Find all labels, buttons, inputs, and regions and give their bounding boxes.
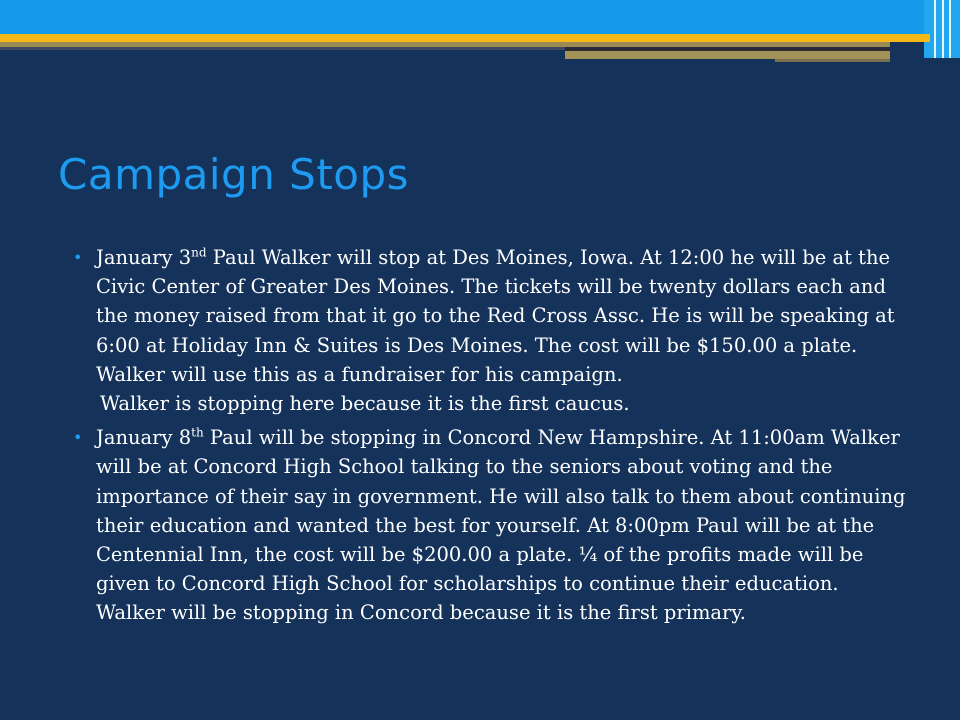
bullet-marker: •: [73, 428, 83, 448]
header-blue-band: [0, 0, 960, 34]
bullet-continuation: Walker is stopping here because it is the first caucus.: [100, 392, 630, 416]
bullet-marker: •: [73, 248, 83, 267]
bullet-date-suffix: th: [191, 425, 204, 440]
bullet-text: Paul Walker will stop at Des Moines, Iowa. At 12:00 he will be at the Civic Center of Greater Des Moines. The tickets will be twenty dollars each and the money raised from that it go to the Red Cross Assc. He is will be speaking at 6:00 at Holiday Inn & Suites is Des Moines. The cost will be $150.00 a plate. Walker will use this as a fundraiser for his campaign.: [96, 246, 895, 386]
header-stripe: [949, 0, 951, 58]
bullet-item: [70, 423, 910, 627]
bullet-text: Paul will be stopping in Concord New Hampshire. At 11:00am Walker will be at Concord High School talking to the seniors about voting and the importance of their say in government. He will also talk to them about continuing their education and wanted the best for yourself. At 8:00pm Paul will be at the Centennial Inn, the cost will be $200.00 a plate. ¼ of the profits made will be given to Concord High School for scholarships to continue their education. Walker will be stopping in Concord because it is the first primary.: [96, 426, 906, 625]
header-gold-band: [0, 34, 930, 42]
bullet-date: January 8: [96, 426, 192, 450]
header-thin-band: [0, 47, 565, 50]
header-stripe: [942, 0, 944, 58]
header-stripe: [934, 0, 936, 58]
header-olive-band-lower: [565, 51, 890, 59]
bullet-item: [70, 243, 910, 389]
slide-body: [70, 243, 910, 628]
header-olive-band-end: [775, 59, 890, 62]
bullet-date-suffix: nd: [191, 245, 207, 260]
slide-title: Campaign Stops: [58, 150, 410, 199]
bullet-date: January 3: [96, 246, 192, 269]
